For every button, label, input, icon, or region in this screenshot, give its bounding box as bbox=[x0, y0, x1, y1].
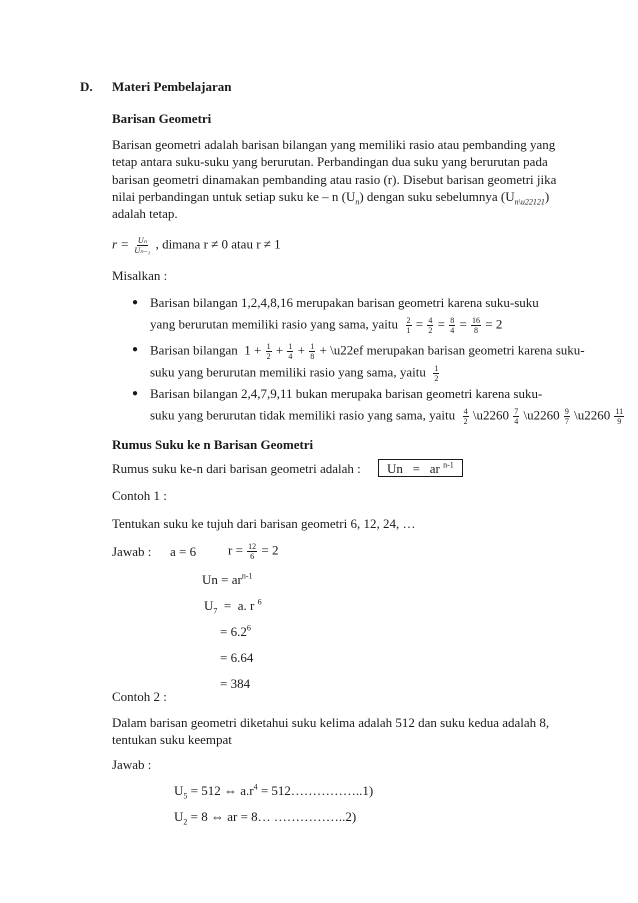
intro-line-3: barisan geometri dinamakan pembanding atau rasio (r). Disebut barisan geometri jika bbox=[112, 172, 557, 187]
formula-box-content: Un = ar $^{n-1}$ bbox=[387, 460, 454, 476]
ratio-fraction: $\frac{\text{Uₙ}}{\text{Uₙ₋₁}}$ bbox=[134, 236, 151, 255]
subtitle: Barisan Geometri bbox=[112, 111, 212, 126]
contoh-2-question-1: Dalam barisan geometri diketahui suku kelima adalah 512 dan suku kedua adalah 8, bbox=[112, 715, 550, 730]
example-1-line-2: yang berurutan memiliki rasio yang sama, yaitu $\frac{2}{1}$ = $\frac{4}{2}$ = $\frac{8}{4}$ = $\frac{16}{8}$ = 2 bbox=[150, 316, 503, 335]
contoh-2-question-2: tentukan suku keempat bbox=[112, 732, 232, 747]
ratio-formula: r = $\frac{\text{Uₙ}}{\text{Uₙ₋₁}}$ , dimana r ≠ 0 atau r ≠ 1 bbox=[112, 236, 281, 255]
intro-line-4: nilai perbandingan untuk setiap suku ke – n $(U_n)$ dengan suku sebelumnya $(U_{n\backslash u22121})$ bbox=[112, 189, 550, 207]
bullet-icon: ● bbox=[132, 344, 139, 355]
contoh-1-label: Contoh 1 : bbox=[112, 488, 167, 503]
step-4: = 6.64 bbox=[220, 650, 254, 665]
contoh-2-eq-2: $U_2 = 8$ ⇔ ar = 8… ……………..2) bbox=[174, 809, 357, 827]
intro-line-2: tetap antara suku-suku yang berurutan. Perbandingan dua suku yang berurutan pada bbox=[112, 154, 548, 169]
intro-line-5: adalah tetap. bbox=[112, 206, 178, 221]
example-1-line-1: Barisan bilangan 1,2,4,8,16 merupakan barisan geometri karena suku-suku bbox=[150, 295, 539, 310]
step-u7: $U_7 = a$. r $^6$ bbox=[204, 597, 262, 616]
example-3-line-2: suku yang berurutan tidak memiliki rasio yang sama, yaitu $\frac{4}{2}$ \u2260 $\frac{7}{4}$ \u2260 $\frac{9}{7}$ \u2260 $\frac{11}{9}$ bbox=[150, 407, 624, 426]
bullet-icon: ● bbox=[132, 388, 139, 399]
contoh-1-r: r = $\frac{12}{6}$ = 2 bbox=[228, 542, 279, 561]
misalkan-label: Misalkan : bbox=[112, 268, 168, 283]
contoh-2-jawab: Jawab : bbox=[112, 757, 152, 772]
example-2-line-1: Barisan bilangan 1 + $\frac{1}{2}$ + $\frac{1}{4}$ + $\frac{1}{8}$ + \u22ef merupakan barisan geometri karena suku- bbox=[150, 342, 585, 361]
bullet-icon: ● bbox=[132, 297, 139, 308]
step-3: = $6.2^6$ bbox=[220, 623, 251, 639]
intro-line-1: Barisan geometri adalah barisan bilangan yang memiliki rasio atau pembanding yang bbox=[112, 137, 556, 152]
section-title: Materi Pembelajaran bbox=[112, 79, 232, 94]
contoh-1-question: Tentukan suku ke tujuh dari barisan geometri 6, 12, 24, … bbox=[112, 516, 416, 531]
section-label: D. bbox=[80, 79, 93, 94]
contoh-1-a: a = 6 bbox=[170, 544, 197, 559]
contoh-2-label: Contoh 2 : bbox=[112, 689, 167, 704]
contoh-2-eq-1: $U_5 = 512$ ⇔ $a.r^4$ = 512……………..1) bbox=[174, 782, 374, 801]
step-un: $Un = ar^{n-1}$ bbox=[202, 571, 253, 587]
step-5: = 384 bbox=[220, 676, 251, 691]
contoh-1-jawab: Jawab : bbox=[112, 544, 152, 559]
example-3-line-1: Barisan bilangan 2,4,7,9,11 bukan merupaka barisan geometri karena suku- bbox=[150, 386, 543, 401]
example-2-line-2: suku yang berurutan memiliki rasio yang sama, yaitu $\frac{1}{2}$ bbox=[150, 364, 439, 383]
rumus-title: Rumus Suku ke n Barisan Geometri bbox=[112, 437, 314, 452]
rumus-text: Rumus suku ke-n dari barisan geometri adalah : bbox=[112, 461, 361, 476]
